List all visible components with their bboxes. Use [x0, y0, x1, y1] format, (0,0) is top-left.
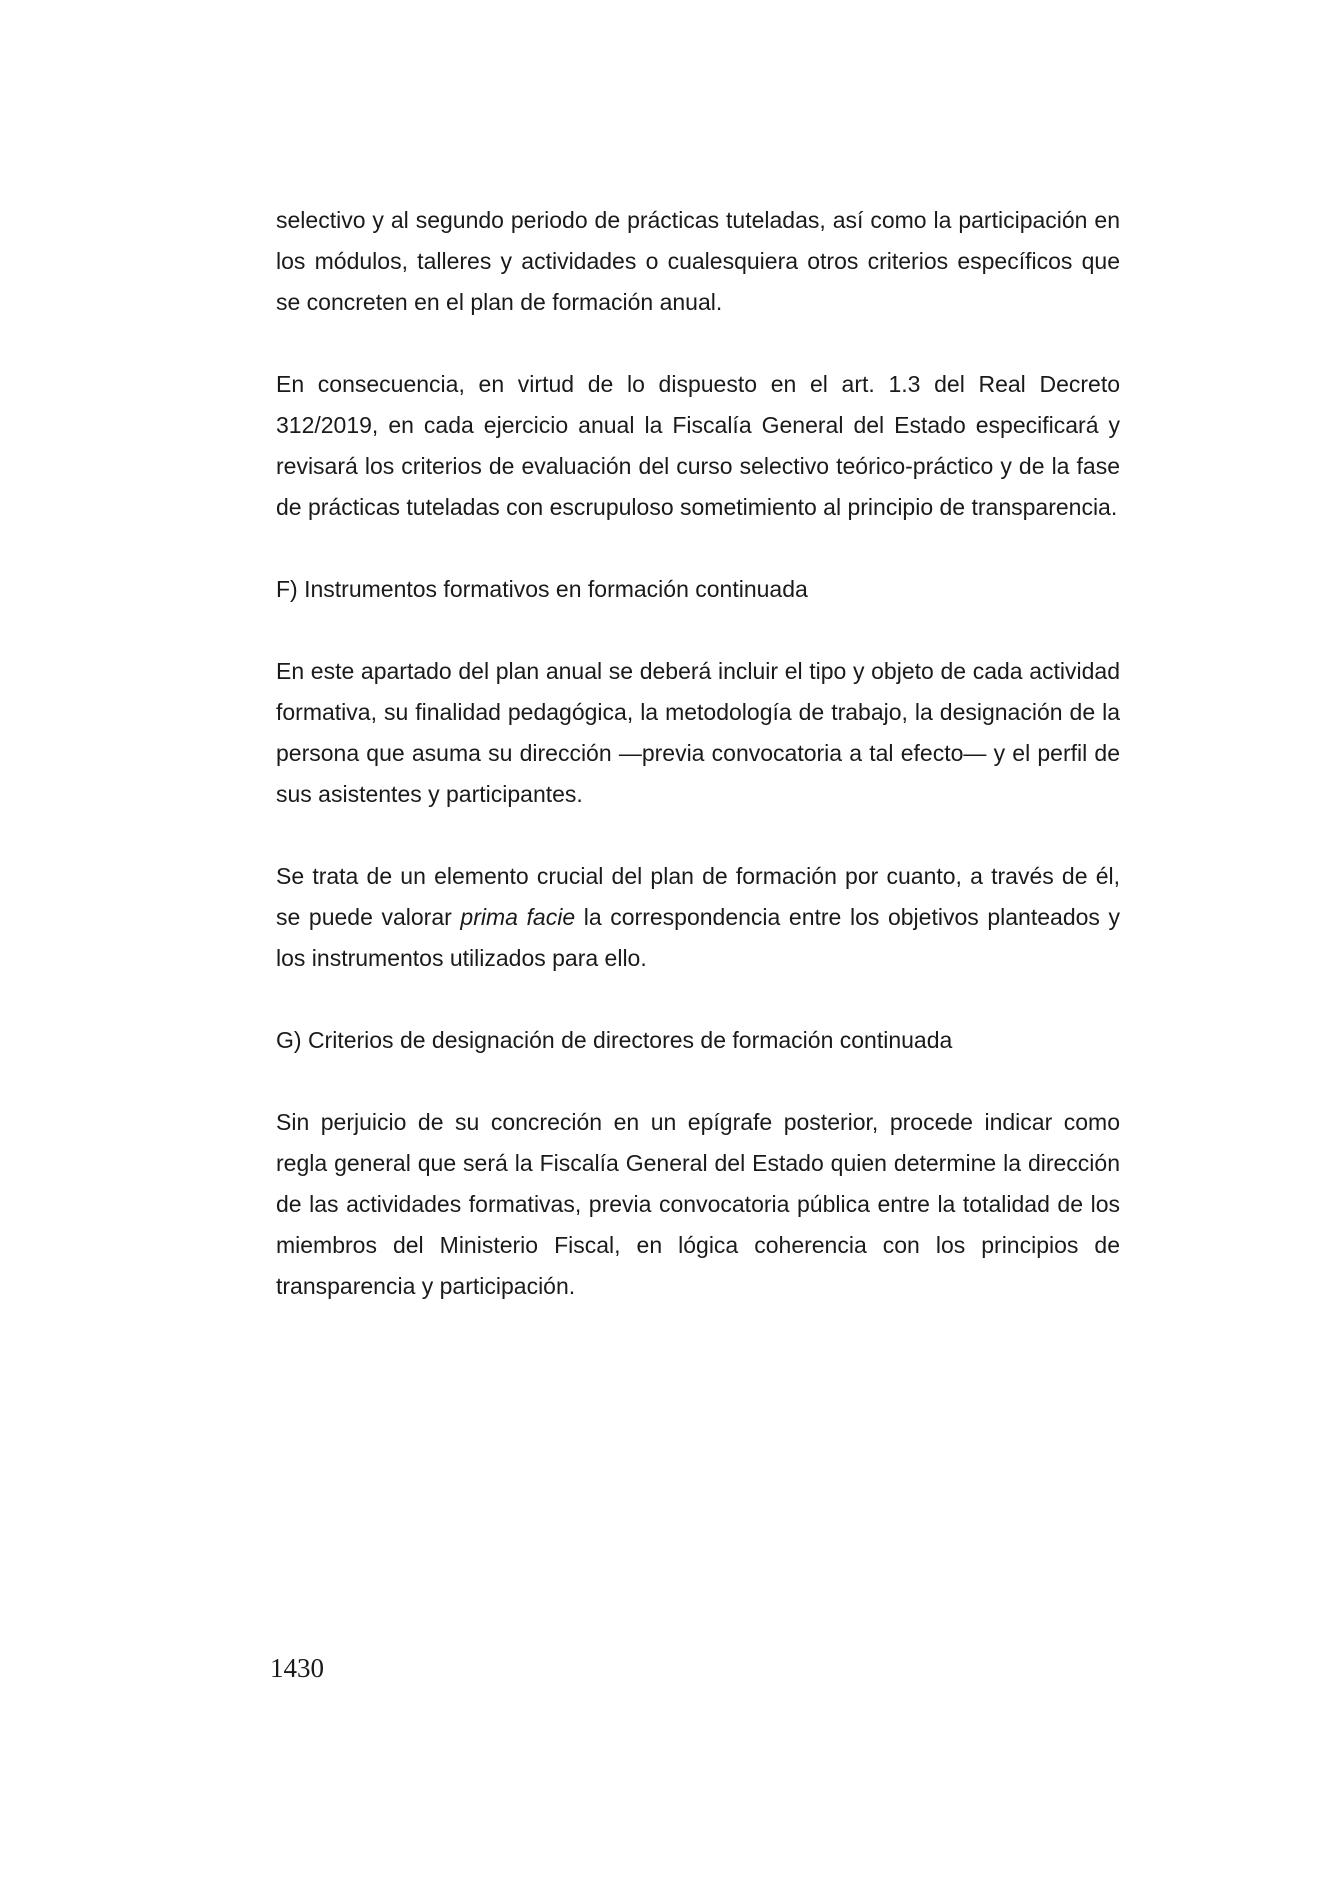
- page-number: 1430: [270, 1653, 324, 1683]
- section-heading-f: F) Instrumentos formativos en formación continuada: [276, 576, 808, 602]
- body-text: [276, 200, 1120, 1348]
- paragraph-consequence: En consecuencia, en virtud de lo dispuesto en el art. 1.3 del Real Decreto 312/2019, en cada ejercicio anual la Fiscalía General del Estado especificará y revisará los criterios de evaluación del curso selectivo teórico-práctico y de la fase de prácticas tuteladas con escrupuloso sometimiento al principio de transparencia.: [276, 371, 1120, 520]
- paragraph-crucial-element: [276, 856, 1120, 979]
- paragraph-text-before: Se trata de un elemento crucial del plan de formación por cuanto, a través de él, se puede valorar: [276, 863, 1120, 930]
- paragraph-text-after: la correspondencia entre los objetivos planteados y los instrumentos utilizados para ello.: [276, 904, 1121, 971]
- paragraph-evaluation-criteria: selectivo y al segundo periodo de prácticas tuteladas, así como la participación en los módulos, talleres y actividades o cualesquiera otros criterios específicos que se concreten en el plan de formación anual.: [276, 207, 1120, 315]
- italic-phrase: prima facie: [460, 904, 576, 930]
- paragraph-annual-plan: En este apartado del plan anual se deberá incluir el tipo y objeto de cada actividad formativa, su finalidad pedagógica, la metodología de trabajo, la designación de la persona que asuma su dirección —previa convocatoria a tal efecto— y el perfil de sus asistentes y participantes.: [276, 658, 1120, 807]
- paragraph-designation: Sin perjuicio de su concreción en un epígrafe posterior, procede indicar como regla general que será la Fiscalía General del Estado quien determine la dirección de las actividades formativas, previa convocatoria pública entre la totalidad de los miembros del Ministerio Fiscal, en lógica coherencia con los principios de transparencia y participación.: [276, 1109, 1120, 1299]
- section-heading-g: G) Criterios de designación de directores de formación continuada: [276, 1027, 953, 1053]
